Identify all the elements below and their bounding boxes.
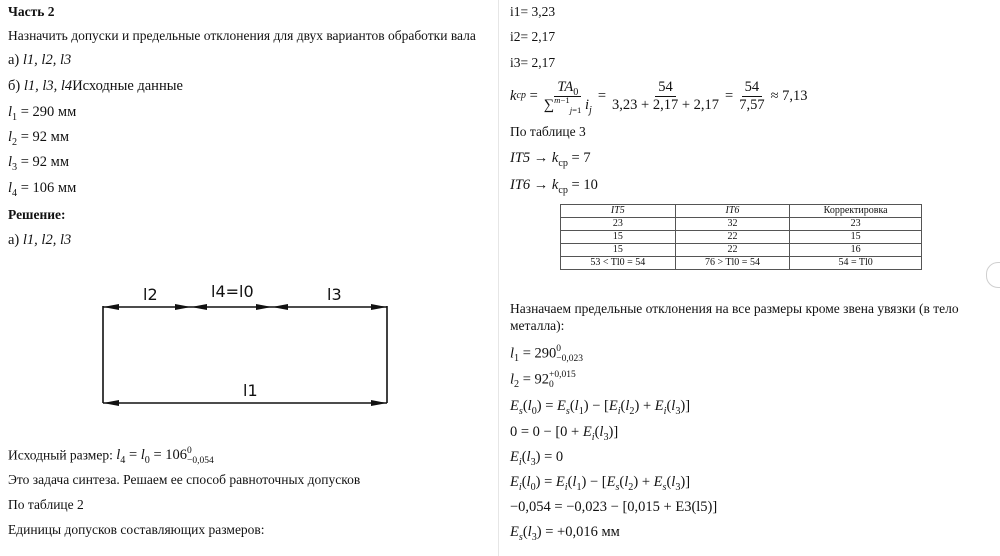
synthesis-text: Это задача синтеза. Решаем ее способ равноточных допусков	[8, 472, 361, 487]
equation-6: $E_s(l_3) = +0,016$ мм	[510, 524, 620, 543]
assign-text-line1: Назначаем предельные отклонения на все размеры кроме звена увязки (в тело	[510, 301, 959, 316]
given-l1: $l_1 = 290$ мм	[8, 104, 77, 123]
table-sum-row: 53 < Tl0 = 54 76 > Tl0 = 54 54 = Tl0	[561, 257, 922, 270]
task-statement: Назначить допуски и предельные отклонения для двух вариантов обработки вала	[8, 28, 476, 43]
table3-ref: По таблице 3	[510, 124, 586, 139]
i2-value: i2= 2,17	[510, 29, 556, 44]
tolerance-units-text: Единицы допусков составляющих размеров:	[8, 522, 265, 537]
equation-4: $E_i(l_0) = E_i(l_1) - [E_s(l_2) + E_s(l_3)]$	[510, 474, 691, 493]
given-l4: $l_4 = 106$ мм	[8, 180, 77, 199]
initial-data-label: Исходные данные	[72, 78, 183, 94]
diagram-label-l2: l2	[143, 285, 158, 304]
table-row: 23 32 23	[561, 218, 922, 231]
given-l3: $l_3 = 92$ мм	[8, 154, 69, 173]
table-row: 15 22 15	[561, 231, 922, 244]
variant-a: а) l1, l2, l3	[8, 52, 72, 68]
solution-variant-a: а) l1, l2, l3	[8, 232, 72, 248]
given-l2: $l_2 = 92$ мм	[8, 129, 69, 148]
i3-value: i3= 2,17	[510, 55, 556, 70]
diagram-label-l1: l1	[243, 381, 258, 400]
variant-b: б) l1, l3, l4Исходные данные	[8, 78, 183, 94]
part-title: Часть 2	[8, 4, 55, 19]
equation-1: $E_s(l_0) = E_s(l_1) - [E_i(l_2) + E_i(l_3)]$	[510, 398, 691, 417]
l2-deviation: $l_2 = 92$ +0,015 0	[510, 370, 576, 391]
equation-3: $E_i(l_3) = 0$	[510, 449, 564, 468]
kcp-result: ≈ 7,13	[770, 88, 808, 104]
scroll-handle[interactable]	[986, 262, 1000, 288]
tolerance-table	[560, 204, 922, 270]
equation-5: −0,054 = −0,023 − [0,015 + E3(l5)]	[510, 499, 718, 515]
l1-deviation: $l_1 = 290$ 0 −0,023	[510, 344, 584, 365]
variant-b-sizes: l1, l3, l4	[23, 78, 73, 94]
table2-ref: По таблице 2	[8, 497, 84, 512]
table-header-row: IT5 IT6 Корректировка	[561, 205, 922, 218]
diagram-label-l3: l3	[327, 285, 342, 304]
right-column	[500, 0, 1000, 556]
solution-heading: Решение:	[8, 207, 66, 222]
kcp-formula: k cp = $\frac{TA_0}{\sum^{m-1}_{j=1} i_j}$ = $\frac{54}{3,23 + 2,17 + 2,17}$ = $\frac{54}{7,57}$ ≈ 7,13	[510, 78, 808, 116]
i1-value: i1= 3,23	[510, 4, 556, 19]
diagram-label-l4: l4=l0	[211, 282, 254, 301]
it5-kcp: $IT5 \to k_{ср} = 7$	[510, 150, 591, 169]
variant-a-sizes: l1, l2, l3	[22, 52, 72, 68]
equation-2: $0 = 0 - [0 + E_i(l_3)]$	[510, 424, 619, 443]
source-size: Исходный размер: $l_4 = l_0 = 106$ 0 −0,054	[8, 446, 214, 467]
column-divider	[498, 0, 499, 556]
dimension-chain-diagram	[95, 278, 395, 408]
left-column	[0, 0, 498, 556]
table-row: 15 22 16	[561, 244, 922, 257]
it6-kcp: $IT6 \to k_{ср} = 10$	[510, 177, 598, 196]
assign-text-line2: металла):	[510, 318, 565, 333]
